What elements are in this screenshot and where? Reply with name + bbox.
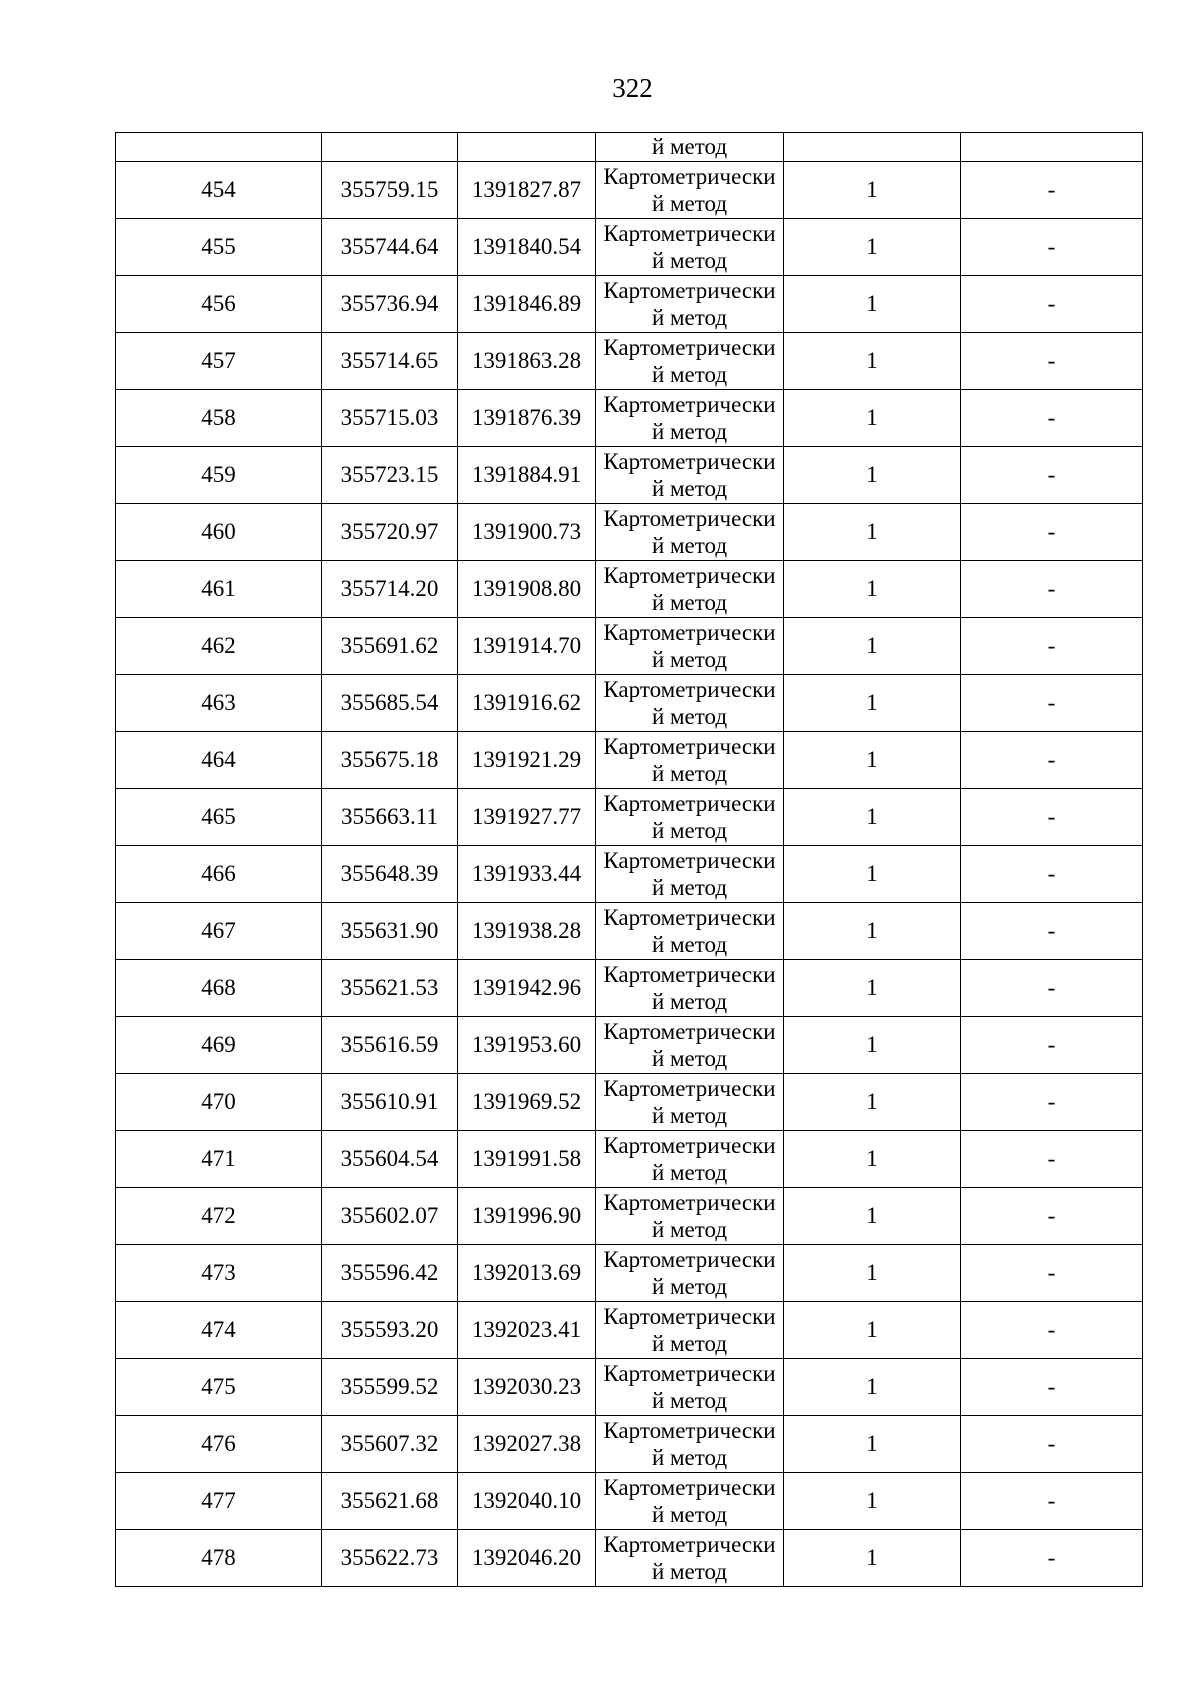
method-line-2: й метод [651,248,728,273]
cell-accuracy: 1 [784,1131,961,1188]
cell-accuracy: 1 [784,675,961,732]
cell-point-number: 469 [116,1017,322,1074]
cell-x-coordinate: 355616.59 [322,1017,458,1074]
cell-method [596,618,784,675]
cell-method [596,1416,784,1473]
method-line-1: Картометрически [603,1532,776,1557]
page-number: 322 [612,73,653,103]
cell-x-coordinate: 355759.15 [322,162,458,219]
method-line-2: й метод [651,1160,728,1185]
cell-note: - [961,1131,1143,1188]
method-line-1: Картометрически [603,449,776,474]
cell-x-coordinate: 355723.15 [322,447,458,504]
cell-accuracy: 1 [784,219,961,276]
cell-point-number: 460 [116,504,322,561]
cell-point-number: 471 [116,1131,322,1188]
cell-method [596,1188,784,1245]
cell-y-coordinate: 1391908.80 [458,561,596,618]
cell-point-number: 454 [116,162,322,219]
method-line-1: Картометрически [603,791,776,816]
cell-accuracy: 1 [784,1245,961,1302]
method-line-2: й метод [651,818,728,843]
method-line-1: Картометрически [603,1361,776,1386]
cell-x-coordinate: 355593.20 [322,1302,458,1359]
cell-note: - [961,219,1143,276]
method-line-1: Картометрически [603,1076,776,1101]
cell-method [596,1074,784,1131]
table-row [116,732,1143,789]
cell-point-number: 459 [116,447,322,504]
cell-note: - [961,846,1143,903]
cell-accuracy: 1 [784,162,961,219]
coordinates-table [115,132,1143,1587]
cell-accuracy: 1 [784,1017,961,1074]
method-line-1: Картометрически [603,734,776,759]
cell-method [596,1245,784,1302]
table-row [116,1188,1143,1245]
cell-point-number: 470 [116,1074,322,1131]
cell-accuracy: 1 [784,789,961,846]
method-line-2: й метод [651,989,728,1014]
cell-note: - [961,1302,1143,1359]
cell-y-coordinate: 1391927.77 [458,789,596,846]
method-line-1: Картометрически [603,164,776,189]
table-row [116,789,1143,846]
table-row [116,1074,1143,1131]
table-row [116,1416,1143,1473]
method-line-1: Картометрически [603,1019,776,1044]
method-line-1: Картометрически [603,1418,776,1443]
cell-point-number: 456 [116,276,322,333]
cell-accuracy: 1 [784,903,961,960]
cell-method [596,1017,784,1074]
cell-accuracy: 1 [784,1188,961,1245]
cell-x-coordinate: 355744.64 [322,219,458,276]
cell-accuracy: 1 [784,846,961,903]
cell-method [596,1473,784,1530]
method-line-2: й метод [651,1388,728,1413]
cell-method [596,390,784,447]
method-line-2: й метод [651,875,728,900]
table-row [116,903,1143,960]
method-line-1: Картометрически [603,563,776,588]
cell-point-number: 466 [116,846,322,903]
table-row [116,276,1143,333]
cell-empty [322,133,458,162]
method-line-2: й метод [651,1274,728,1299]
method-line-1: Картометрически [603,1304,776,1329]
method-line-1: Картометрически [603,335,776,360]
cell-point-number: 472 [116,1188,322,1245]
cell-x-coordinate: 355599.52 [322,1359,458,1416]
table-row [116,1017,1143,1074]
method-line-1: Картометрически [603,1133,776,1158]
method-line-2: й метод [651,704,728,729]
cell-x-coordinate: 355736.94 [322,276,458,333]
table-row [116,561,1143,618]
cell-note: - [961,1245,1143,1302]
method-line-1: Картометрически [603,392,776,417]
table-row [116,1359,1143,1416]
method-line-1: Картометрически [603,677,776,702]
cell-point-number: 457 [116,333,322,390]
cell-empty [458,133,596,162]
cell-method [596,1530,784,1587]
table-body [116,133,1143,1587]
cell-point-number: 465 [116,789,322,846]
table-row [116,162,1143,219]
cell-point-number: 463 [116,675,322,732]
table-row [116,1530,1143,1587]
cell-note: - [961,162,1143,219]
cell-note: - [961,333,1143,390]
cell-x-coordinate: 355715.03 [322,390,458,447]
cell-note: - [961,390,1143,447]
cell-method [596,732,784,789]
cell-y-coordinate: 1391921.29 [458,732,596,789]
cell-y-coordinate: 1392027.38 [458,1416,596,1473]
cell-accuracy: 1 [784,1416,961,1473]
cell-x-coordinate: 355602.07 [322,1188,458,1245]
cell-accuracy: 1 [784,276,961,333]
method-line-2: й метод [651,476,728,501]
table-row [116,1245,1143,1302]
table-row [116,618,1143,675]
method-line-1: Картометрически [603,221,776,246]
cell-note: - [961,1359,1143,1416]
method-line-2: й метод [651,419,728,444]
cell-method [596,561,784,618]
cell-y-coordinate: 1391840.54 [458,219,596,276]
cell-note: - [961,447,1143,504]
cell-y-coordinate: 1392040.10 [458,1473,596,1530]
cell-method [596,447,784,504]
cell-x-coordinate: 355631.90 [322,903,458,960]
method-line-1: Картометрически [603,962,776,987]
method-line-2: й метод [651,647,728,672]
cell-note: - [961,618,1143,675]
cell-method [596,219,784,276]
table-row [116,390,1143,447]
cell-y-coordinate: 1391914.70 [458,618,596,675]
cell-point-number: 464 [116,732,322,789]
method-line-2: й метод [651,305,728,330]
cell-point-number: 455 [116,219,322,276]
method-line-2: й метод [651,533,728,558]
cell-note: - [961,903,1143,960]
cell-note: - [961,675,1143,732]
cell-accuracy: 1 [784,1302,961,1359]
cell-y-coordinate: 1391884.91 [458,447,596,504]
method-line-1: Картометрически [603,848,776,873]
cell-x-coordinate: 355610.91 [322,1074,458,1131]
cell-method [596,846,784,903]
cell-x-coordinate: 355607.32 [322,1416,458,1473]
cell-accuracy: 1 [784,561,961,618]
cell-point-number: 458 [116,390,322,447]
cell-x-coordinate: 355596.42 [322,1245,458,1302]
table-row [116,1473,1143,1530]
cell-y-coordinate: 1392013.69 [458,1245,596,1302]
cell-accuracy: 1 [784,504,961,561]
cell-x-coordinate: 355604.54 [322,1131,458,1188]
method-line-1: Картометрически [603,1475,776,1500]
cell-y-coordinate: 1391876.39 [458,390,596,447]
cell-point-number: 478 [116,1530,322,1587]
method-line-1: Картометрически [603,506,776,531]
cell-x-coordinate: 355685.54 [322,675,458,732]
method-line-2: й метод [651,191,728,216]
cell-note: - [961,789,1143,846]
cell-y-coordinate: 1391938.28 [458,903,596,960]
cell-accuracy: 1 [784,1530,961,1587]
cell-note: - [961,1416,1143,1473]
method-line-2: й метод [651,1445,728,1470]
cell-x-coordinate: 355648.39 [322,846,458,903]
cell-x-coordinate: 355621.68 [322,1473,458,1530]
cell-x-coordinate: 355622.73 [322,1530,458,1587]
cell-accuracy: 1 [784,618,961,675]
cell-y-coordinate: 1391916.62 [458,675,596,732]
cell-note: - [961,561,1143,618]
cell-accuracy: 1 [784,333,961,390]
method-line-2: й метод [651,590,728,615]
cell-note: - [961,1473,1143,1530]
cell-y-coordinate: 1391900.73 [458,504,596,561]
cell-note: - [961,504,1143,561]
cell-y-coordinate: 1392046.20 [458,1530,596,1587]
cell-accuracy: 1 [784,732,961,789]
cell-accuracy: 1 [784,1473,961,1530]
method-line-2: й метод [651,761,728,786]
cell-y-coordinate: 1391996.90 [458,1188,596,1245]
cell-method [596,1359,784,1416]
cell-note: - [961,732,1143,789]
cell-point-number: 462 [116,618,322,675]
method-line-2: й метод [651,932,728,957]
cell-x-coordinate: 355720.97 [322,504,458,561]
cell-y-coordinate: 1391846.89 [458,276,596,333]
cell-y-coordinate: 1391863.28 [458,333,596,390]
cell-method [596,903,784,960]
table-row [116,219,1143,276]
cell-y-coordinate: 1391933.44 [458,846,596,903]
cell-y-coordinate: 1391953.60 [458,1017,596,1074]
cell-point-number: 475 [116,1359,322,1416]
cell-y-coordinate: 1391827.87 [458,162,596,219]
method-line-2: й метод [651,1559,728,1584]
cell-point-number: 461 [116,561,322,618]
cell-point-number: 467 [116,903,322,960]
cell-point-number: 473 [116,1245,322,1302]
cell-point-number: 474 [116,1302,322,1359]
cell-x-coordinate: 355714.20 [322,561,458,618]
cell-method [596,333,784,390]
cell-note: - [961,276,1143,333]
table-row [116,846,1143,903]
cell-accuracy: 1 [784,1074,961,1131]
cell-point-number: 477 [116,1473,322,1530]
table-row [116,447,1143,504]
cell-method [596,1131,784,1188]
cell-y-coordinate: 1391969.52 [458,1074,596,1131]
table-row [116,960,1143,1017]
method-line-1: Картометрически [603,1247,776,1272]
method-line-2: й метод [651,1217,728,1242]
cell-method-continuation: й метод [596,133,784,162]
continuation-row [116,133,1143,162]
table-row [116,675,1143,732]
cell-method [596,675,784,732]
method-line-1: Картометрически [603,620,776,645]
method-line-2: й метод [651,1046,728,1071]
cell-note: - [961,1188,1143,1245]
cell-point-number: 476 [116,1416,322,1473]
cell-y-coordinate: 1392023.41 [458,1302,596,1359]
cell-accuracy: 1 [784,960,961,1017]
cell-note: - [961,1074,1143,1131]
cell-y-coordinate: 1391991.58 [458,1131,596,1188]
cell-accuracy: 1 [784,390,961,447]
table-row [116,1302,1143,1359]
cell-point-number: 468 [116,960,322,1017]
cell-method [596,1302,784,1359]
table-row [116,1131,1143,1188]
cell-y-coordinate: 1392030.23 [458,1359,596,1416]
cell-empty [116,133,322,162]
cell-x-coordinate: 355621.53 [322,960,458,1017]
cell-x-coordinate: 355691.62 [322,618,458,675]
method-line-2: й метод [651,1502,728,1527]
cell-note: - [961,960,1143,1017]
cell-note: - [961,1017,1143,1074]
cell-accuracy: 1 [784,447,961,504]
method-line-1: Картометрически [603,278,776,303]
cell-accuracy: 1 [784,1359,961,1416]
table-row [116,333,1143,390]
table-row [116,504,1143,561]
method-line-2: й метод [651,362,728,387]
method-line-2: й метод [651,1103,728,1128]
cell-method [596,504,784,561]
cell-x-coordinate: 355714.65 [322,333,458,390]
method-line-2: й метод [651,1331,728,1356]
cell-x-coordinate: 355663.11 [322,789,458,846]
cell-note: - [961,1530,1143,1587]
cell-method [596,960,784,1017]
cell-x-coordinate: 355675.18 [322,732,458,789]
method-line-1: Картометрически [603,905,776,930]
cell-method [596,789,784,846]
cell-empty [961,133,1143,162]
cell-y-coordinate: 1391942.96 [458,960,596,1017]
method-line-1: Картометрически [603,1190,776,1215]
cell-method [596,276,784,333]
cell-empty [784,133,961,162]
cell-method [596,162,784,219]
